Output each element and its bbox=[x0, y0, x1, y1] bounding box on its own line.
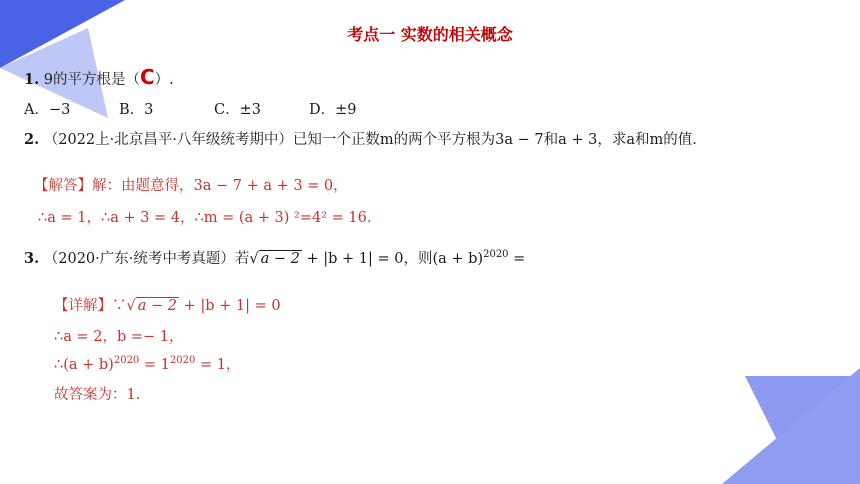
q1-option-a: A．−3 bbox=[24, 102, 71, 118]
q1-options bbox=[24, 98, 404, 119]
q1-option-b: B．3 bbox=[119, 102, 154, 118]
q3-sol3-a: ∴(a + b) bbox=[54, 357, 114, 373]
q2-solution-line2: ∴a = 1，∴a + 3 = 4，∴m = (a + 3) ²=4² = 16. bbox=[38, 210, 372, 226]
q3-number: 3. bbox=[24, 250, 40, 267]
q3-tail: = bbox=[508, 251, 526, 267]
section-title: 考点一 实数的相关概念 bbox=[347, 25, 513, 44]
q3-prefix: （2020·广东·统考中考真题）若 bbox=[43, 251, 250, 267]
q3-solution-line3 bbox=[54, 353, 240, 374]
q1-number: 1. bbox=[24, 71, 40, 88]
q3-solution-radicand: a − 2 bbox=[137, 298, 177, 314]
q3-rest: + |b + 1| = 0，则(a + b) bbox=[301, 251, 484, 267]
q3-solution-rest: + |b + 1| = 0 bbox=[179, 298, 281, 314]
q3-sol3-exp2: 2020 bbox=[169, 355, 196, 366]
q3-radicand: a − 2 bbox=[260, 251, 300, 267]
q1-stem bbox=[24, 65, 174, 89]
q3-solution-tag: 【详解】∵ bbox=[54, 298, 127, 314]
q2-solution-line1: 【解答】解：由题意得，3a − 7 + a + 3 = 0， bbox=[34, 178, 348, 194]
q3-solution-line2: ∴a = 2，b =− 1， bbox=[54, 329, 184, 345]
q3-stem: 3. （2020·广东·统考中考真题）若√ a − 2 + |b + 1| = 0，则$(a + b)^{2020}$ = bbox=[24, 249, 526, 267]
q1-option-d: D．±9 bbox=[309, 102, 357, 118]
q1-option-c: C．±3 bbox=[214, 102, 261, 118]
q3-sol3-b: = 1 bbox=[139, 357, 170, 373]
q1-text-after: ）. bbox=[154, 72, 174, 88]
q3-exponent: 2020 bbox=[483, 249, 509, 260]
q2-number: 2. bbox=[24, 131, 40, 148]
q2-text: （2022上·北京昌平·八年级统考期中）已知一个正数m的两个平方根为3a − 7和a + 3，求a和m的值. bbox=[43, 132, 697, 148]
q2-stem bbox=[24, 128, 697, 149]
q3-sol3-c: = 1， bbox=[195, 357, 241, 373]
q3-solution-line4: 故答案为：1. bbox=[54, 387, 141, 403]
q3-solution-line1: 【详解】∵√ a − 2 + |b + 1| = 0 bbox=[54, 298, 281, 314]
q3-sol3-exp1: 2020 bbox=[113, 355, 140, 366]
q1-text-before: 9的平方根是（ bbox=[43, 72, 140, 88]
q1-answer: C bbox=[139, 65, 155, 89]
